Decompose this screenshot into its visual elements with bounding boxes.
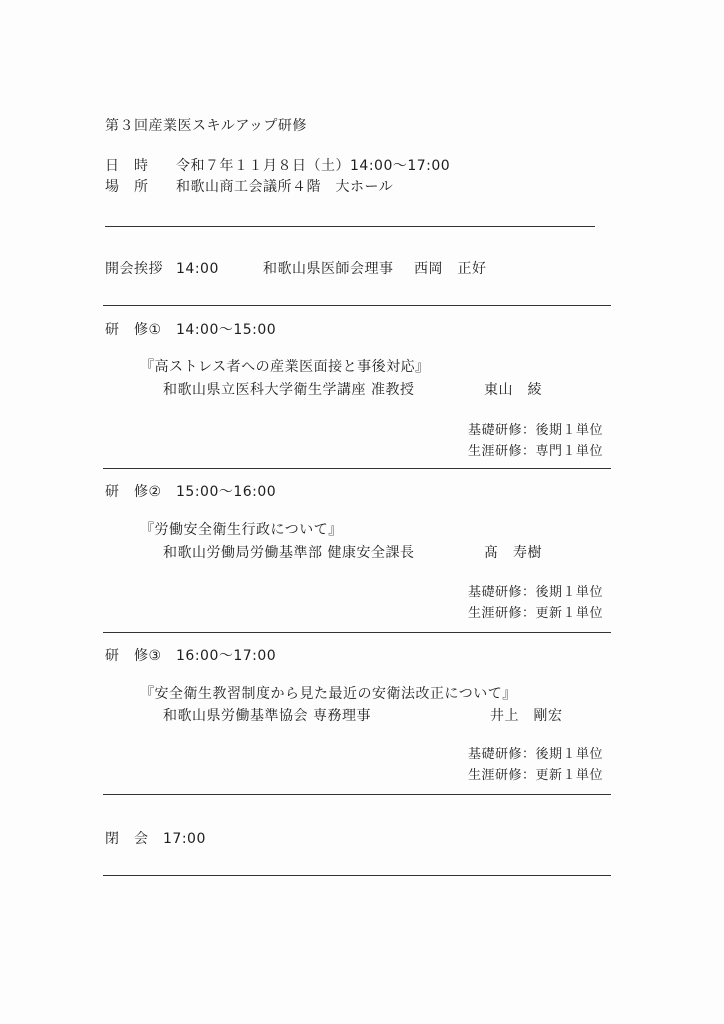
divider <box>103 468 611 469</box>
session-time: 15:00〜16:00 <box>176 484 277 500</box>
session-label: 研 修① <box>105 322 162 338</box>
closing-time: 17:00 <box>163 831 206 847</box>
session-affiliation: 和歌山県労働基準協会 専務理事 <box>163 708 371 724</box>
session-topic: 『高ストレス者への産業医面接と事後対応』 <box>140 359 430 375</box>
session-time: 14:00〜15:00 <box>176 322 277 338</box>
credit-lifelong: 生涯研修：更新１単位 <box>468 606 604 621</box>
date-label: 日 時 <box>105 158 149 174</box>
place-label: 場 所 <box>105 179 149 195</box>
session-topic: 『労働安全衛生行政について』 <box>140 522 343 538</box>
session-label: 研 修③ <box>105 648 162 664</box>
session-speaker: 井上 剛宏 <box>490 708 563 724</box>
session-time: 16:00〜17:00 <box>176 648 277 664</box>
credit-basic: 基礎研修：後期１単位 <box>468 585 604 600</box>
credit-lifelong: 生涯研修：専門１単位 <box>468 444 604 459</box>
closing-label: 閉 会 <box>105 831 149 847</box>
divider <box>103 632 611 633</box>
opening-role: 和歌山県医師会理事 <box>263 261 394 277</box>
document-title: 第３回産業医スキルアップ研修 <box>105 118 307 134</box>
place-value: 和歌山商工会議所４階 大ホール <box>176 179 394 195</box>
session-affiliation: 和歌山労働局労働基準部 健康安全課長 <box>163 545 415 561</box>
session-topic: 『安全衛生教習制度から見た最近の安衛法改正について』 <box>140 686 517 702</box>
credit-lifelong: 生涯研修：更新１単位 <box>468 768 604 783</box>
session-label: 研 修② <box>105 484 162 500</box>
session-speaker: 東山 綾 <box>484 382 542 398</box>
session-speaker: 髙 寿樹 <box>484 545 542 561</box>
divider <box>103 875 611 876</box>
credit-basic: 基礎研修：後期１単位 <box>468 747 604 762</box>
session-affiliation: 和歌山県立医科大学衛生学講座 准教授 <box>163 382 415 398</box>
divider <box>103 305 611 306</box>
opening-label: 開会挨拶 <box>105 261 163 277</box>
credit-basic: 基礎研修：後期１単位 <box>468 423 604 438</box>
date-value: 令和７年１１月８日（土）14:00〜17:00 <box>176 158 451 174</box>
divider <box>105 226 595 227</box>
opening-speaker: 西岡 正好 <box>414 261 487 277</box>
opening-time: 14:00 <box>176 261 219 277</box>
divider <box>103 794 611 795</box>
